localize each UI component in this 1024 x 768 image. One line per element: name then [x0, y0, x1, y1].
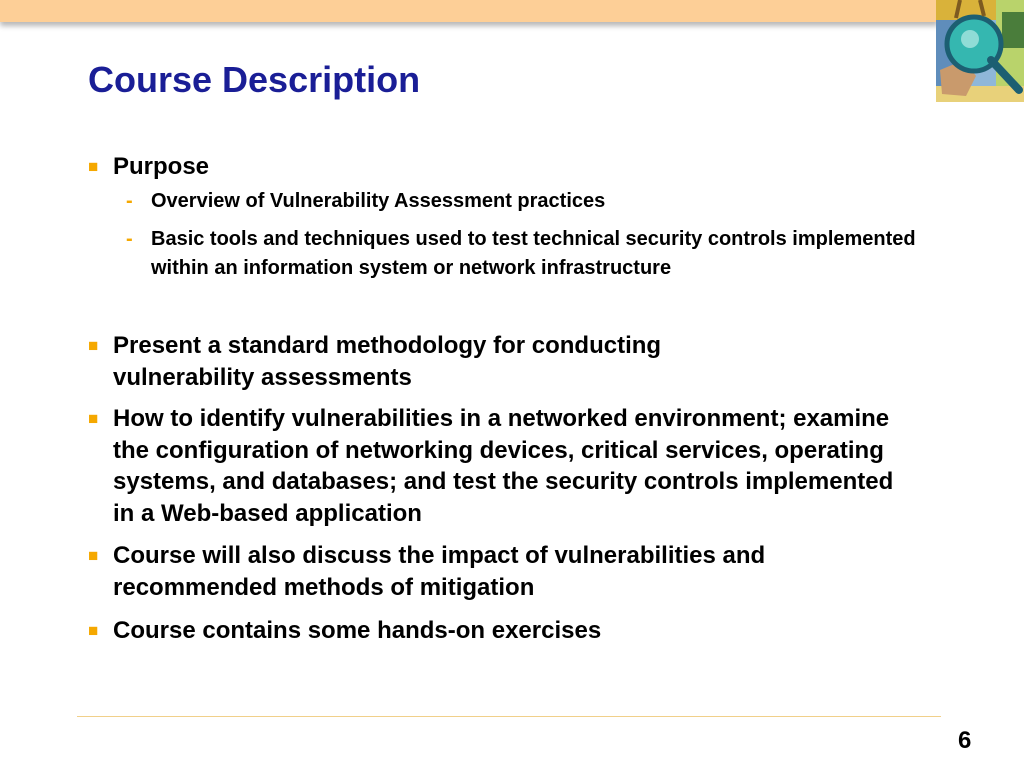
list-item [88, 330, 928, 393]
page-number: 6 [958, 727, 972, 754]
dash-icon: - [126, 228, 133, 250]
sub-list-item [126, 187, 928, 216]
footer-divider [77, 716, 941, 717]
square-bullet-icon: ■ [88, 621, 99, 640]
square-bullet-icon: ■ [88, 157, 99, 176]
list-item [88, 151, 928, 292]
bullet-text: Present a standard methodology for conducting vulnerability assessments [113, 332, 662, 391]
top-accent-bar [0, 0, 938, 22]
bullet-text: Course will also discuss the impact of vulnerabilities and recommended methods of mitigation [113, 542, 766, 601]
bullet-text: Course contains some hands-on exercises [113, 617, 602, 644]
slide-title: Course Description [88, 59, 421, 100]
sub-item-text: Basic tools and techniques used to test technical security controls implemented within an information system or network infrastructure [151, 228, 916, 279]
dash-icon: - [126, 189, 133, 212]
square-bullet-icon: ■ [88, 546, 99, 565]
bullet-text: How to identify vulnerabilities in a networked environment; examine the configuration of networking devices, critical services, operating systems, and databases; and test the security controls implemented in a Web-based application [113, 405, 894, 527]
sub-list-item [126, 225, 928, 282]
sub-item-text: Overview of Vulnerability Assessment practices [151, 189, 606, 212]
list-item [88, 615, 928, 647]
sub-list [88, 187, 928, 283]
square-bullet-icon: ■ [88, 336, 99, 355]
bullet-text: Purpose [113, 153, 210, 180]
magnifying-glass-icon [936, 0, 1024, 102]
list-item [88, 540, 928, 603]
list-item [88, 403, 928, 529]
square-bullet-icon: ■ [88, 409, 99, 428]
